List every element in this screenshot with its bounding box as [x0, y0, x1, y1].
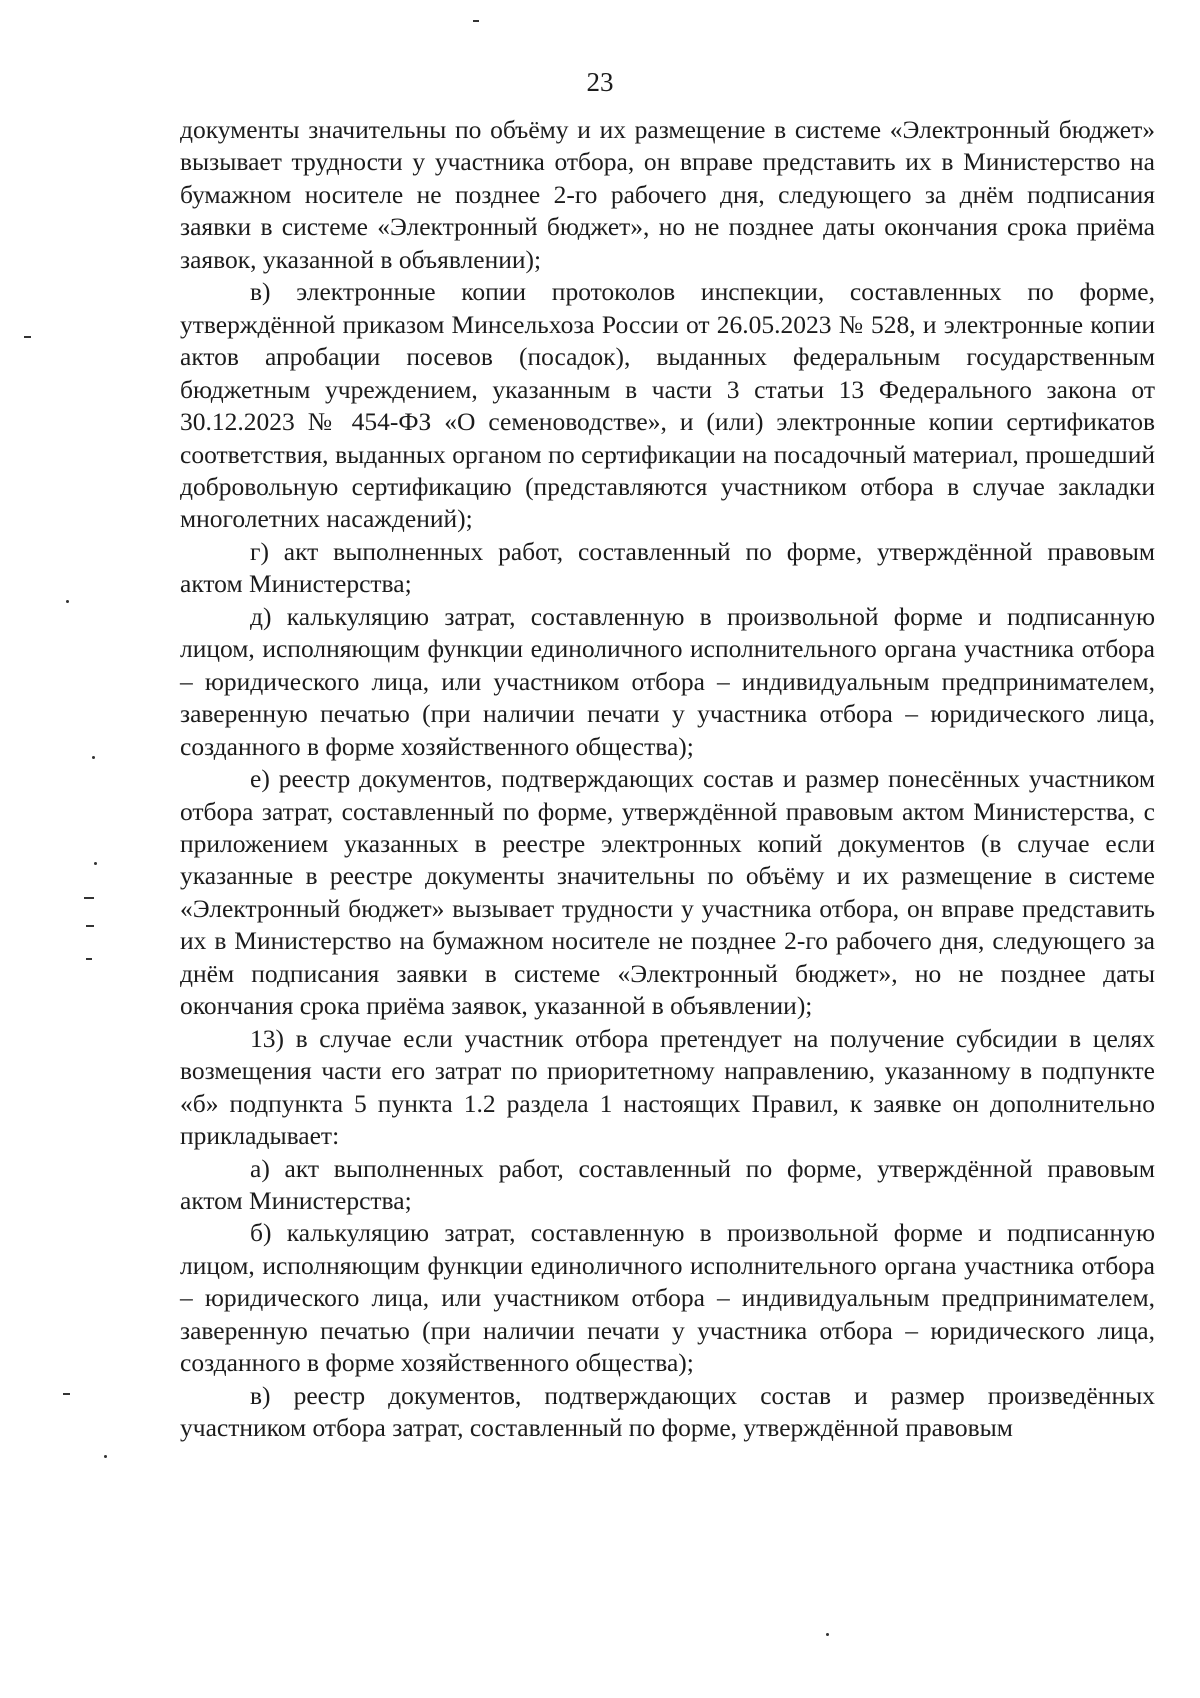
- paragraph-item-13: 13) в случае если участник отбора претендует на получение субсидии в целях возмещения части его затрат по приоритетному направлению, указанному в подпункте «б» подпункта 5 пункта 1.2 раздела 1 настоящих Правил, к заявке он дополнительно прикладывает:: [180, 1023, 1155, 1151]
- scan-mark-left-1: [24, 336, 31, 338]
- scan-mark-left-2: [66, 600, 69, 603]
- paragraph-continuation: документы значительны по объёму и их размещение в системе «Электронный бюджет» вызывает трудности у участника отбора, он вправе представить их в Министерство на бумажном носителе не позднее 2-го рабочего дня, следующего за днём подписания заявки в системе «Электронный бюджет», но не позднее даты окончания срока приёма заявок, указанной в объявлении);: [180, 115, 1155, 274]
- scan-mark-left-8: [63, 1393, 70, 1395]
- scan-mark-left-5: [84, 897, 94, 899]
- scan-mark-left-9: [104, 1455, 107, 1458]
- paragraph-item-v: в) электронные копии протоколов инспекции, составленных по форме, утверждённой приказом Минсельхоза России от 26.05.2023 № 528, и электронные копии актов апробации посевов (посадок), выданных федеральным государственным бюджетным учреждением, указанным в части 3 статьи 13 Федерального закона от 30.12.2023 № 454-ФЗ «О семеноводстве», и (или) электронные копии сертификатов соответствия, выданных органом по сертификации на посадочный материал, прошедший добровольную сертификацию (представляются участником отбора в случае закладки многолетних насаждений);: [180, 277, 1155, 534]
- paragraph-item-g: г) акт выполненных работ, составленный по форме, утверждённой правовым актом Министерства;: [180, 536, 1155, 599]
- scan-mark-left-3: [92, 756, 95, 759]
- scan-mark-left-6: [86, 925, 94, 927]
- paragraph-item-e: е) реестр документов, подтверждающих состав и размер понесённых участником отбора затрат, составленный по форме, утверждённой правовым актом Министерства, с приложением указанных в реестре электронных копий документов (в случае если указанные в реестре документы значительны по объёму и их размещение в системе «Электронный бюджет» вызывает трудности у участника отбора, он вправе представить их в Министерство на бумажном носителе не позднее 2-го рабочего дня, следующего за днём подписания заявки в системе «Электронный бюджет», но не позднее даты окончания срока приёма заявок, указанной в объявлении);: [180, 764, 1155, 1021]
- paragraph-item-v2: в) реестр документов, подтверждающих состав и размер произведённых участником отбора затрат, составленный по форме, утверждённой правовым: [180, 1380, 1155, 1443]
- page-number: 23: [586, 67, 614, 97]
- scan-mark-top: [473, 20, 479, 22]
- paragraph-item-d: д) калькуляцию затрат, составленную в произвольной форме и подписанную лицом, исполняющим функции единоличного исполнительного органа участника отбора – юридического лица, или участником отбора – индивидуальным предпринимателем, заверенную печатью (при наличии печати у участника отбора – юридического лица, созданного в форме хозяйственного общества);: [180, 601, 1155, 761]
- document-body: [180, 114, 1155, 1445]
- paragraph-item-a: а) акт выполненных работ, составленный по форме, утверждённой правовым актом Министерства;: [180, 1153, 1155, 1215]
- paragraph-item-b: б) калькуляцию затрат, составленную в произвольной форме и подписанную лицом, исполняющим функции единоличного исполнительного органа участника отбора – юридического лица, или участником отбора – индивидуальным предпринимателем, заверенную печатью (при наличии печати у участника отбора – юридического лица, созданного в форме хозяйственного общества);: [180, 1218, 1155, 1378]
- scan-mark-bottom: [826, 1633, 829, 1636]
- scan-mark-left-4: [94, 862, 97, 865]
- scan-mark-left-7: [86, 958, 92, 960]
